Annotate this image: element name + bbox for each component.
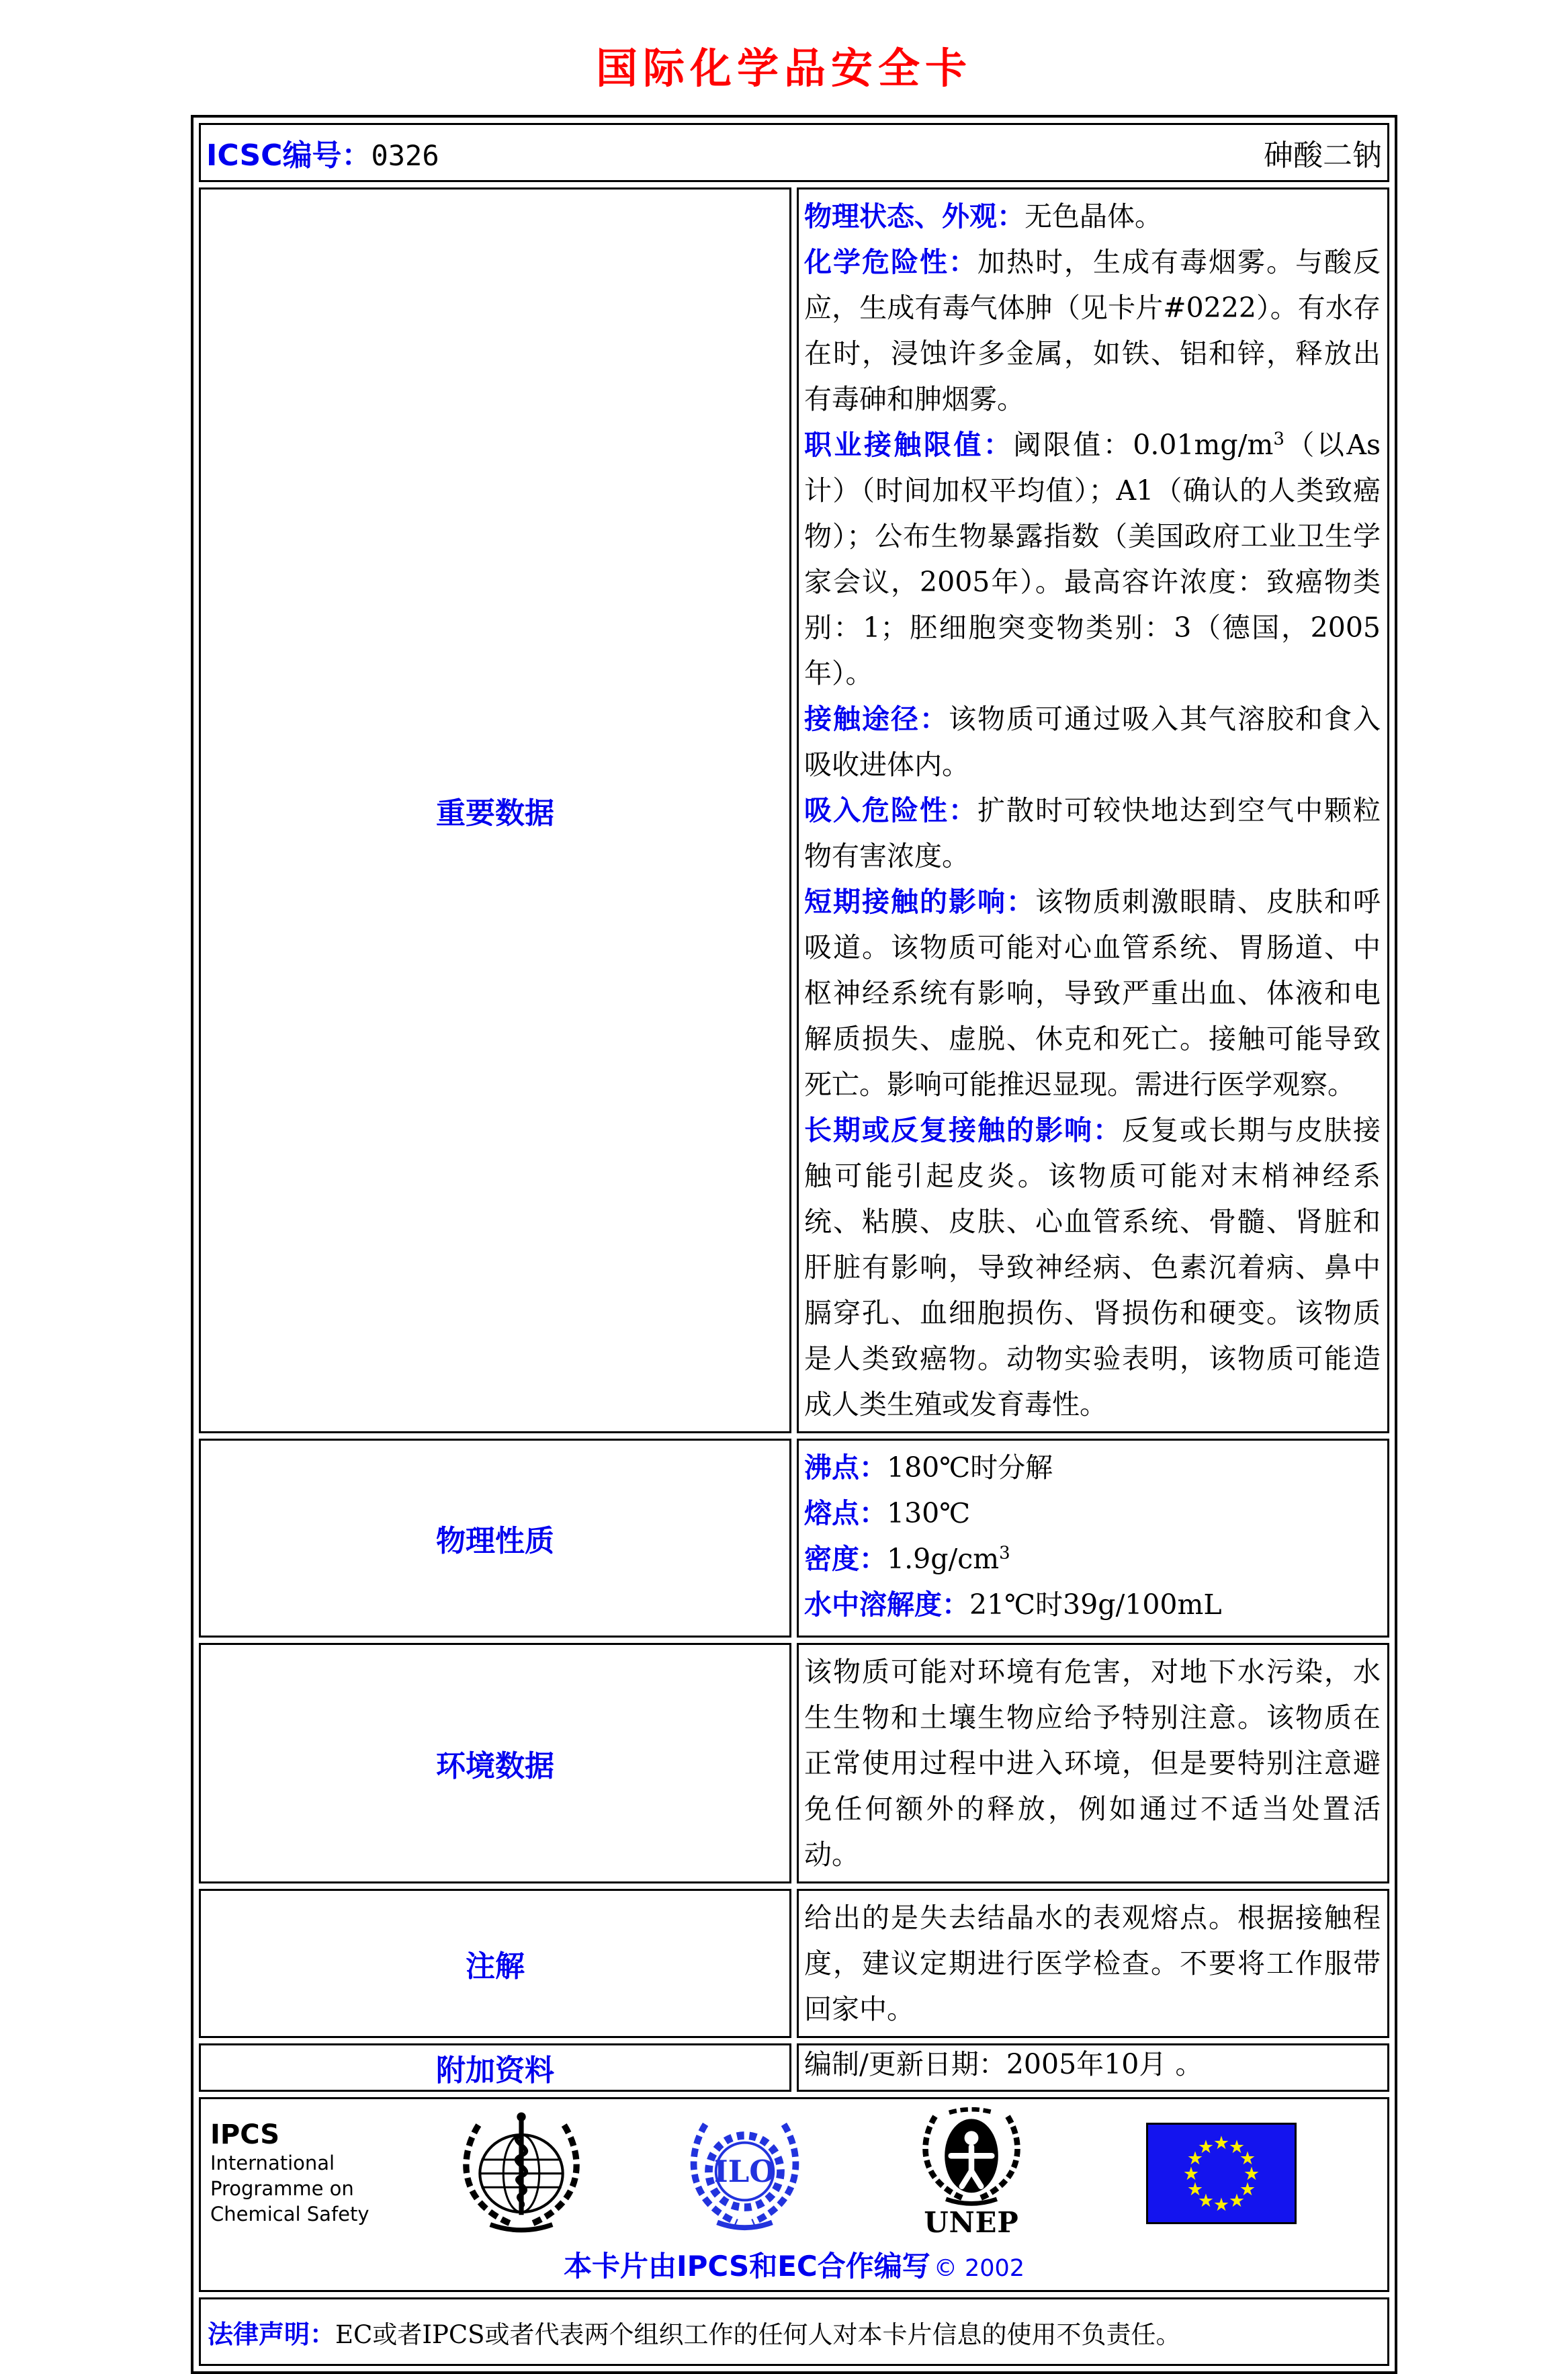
field-label: 职业接触限值： (804, 429, 1014, 461)
field-label: 沸点： (804, 1451, 887, 1484)
section-label-physical-properties: 物理性质 (199, 1439, 791, 1638)
svg-text:★: ★ (1197, 2136, 1215, 2158)
svg-text:★: ★ (1243, 2163, 1260, 2185)
environmental-data-row (199, 1643, 1389, 1883)
credit-line (210, 2244, 1378, 2285)
credit-text: 本卡片由IPCS和EC合作编写 (563, 2250, 930, 2283)
ilo-logo-icon (679, 2111, 810, 2235)
legal-text: EC或者IPCS或者代表两个组织工作的任何人对本卡片信息的使用不负责任。 (335, 2320, 1181, 2349)
notes-row (199, 1889, 1389, 2038)
field-label: 长期或反复接触的影响： (804, 1114, 1122, 1146)
field-text: 130℃ (887, 1497, 971, 1529)
important-data-content (797, 187, 1389, 1433)
svg-text:★: ★ (1197, 2190, 1215, 2211)
header-cell (199, 123, 1389, 182)
page (0, 35, 1568, 2374)
field-text: 阈限值：0.01mg/m (1013, 429, 1274, 461)
svg-text:★: ★ (1228, 2136, 1246, 2158)
additional-info-text: 编制/更新日期：2005年10月 。 (804, 2048, 1203, 2080)
ipcs-block (210, 2119, 384, 2227)
field-label: 密度： (804, 1543, 887, 1575)
ilo-letters: ILO (713, 2154, 776, 2190)
icsc-card-table (191, 115, 1397, 2374)
section-label-additional-info: 附加资料 (199, 2043, 791, 2092)
ipcs-acronym: IPCS (210, 2119, 280, 2150)
physical-property-item (804, 1445, 1381, 1490)
page-title: 国际化学品安全卡 (595, 44, 972, 93)
field-text: 加热时，生成有毒烟雾。与酸反应，生成有毒气体胂（见卡片#0222）。有水存在时，浸蚀许多金属，如铁、铝和锌，释放出有毒砷和胂烟雾。 (804, 246, 1381, 415)
copyright-text: © 2002 (933, 2255, 1025, 2282)
section-label-important-data: 重要数据 (199, 187, 791, 1433)
field-text: 反复或长期与皮肤接触可能引起皮炎。该物质可能对末梢神经系统、粘膜、皮肤、心血管系统、骨髓、肾脏和肝脏有影响，导致神经病、色素沉着病、鼻中膈穿孔、血细胞损伤、肾损伤和硬变。该物质是人类致癌物。动物实验表明，该物质可能造成人类生殖或发育毒性。 (804, 1114, 1381, 1421)
section-label-environmental-data: 环境数据 (199, 1643, 791, 1883)
header-row (199, 123, 1389, 182)
icsc-number-label: ICSC编号： (206, 138, 372, 173)
logos-row (199, 2097, 1389, 2292)
field-text: 扩散时可较快地达到空气中颗粒物有害浓度。 (804, 794, 1381, 872)
svg-text:★: ★ (1186, 2178, 1204, 2200)
svg-text:★: ★ (1186, 2148, 1204, 2169)
environmental-data-content (797, 1643, 1389, 1883)
svg-text:★: ★ (1239, 2148, 1256, 2169)
important-data-item (804, 696, 1381, 788)
legal-label: 法律声明： (208, 2319, 336, 2349)
important-data-item (804, 1107, 1381, 1427)
field-label: 水中溶解度： (804, 1588, 969, 1621)
field-label: 接触途径： (804, 703, 949, 735)
who-logo-icon (451, 2110, 592, 2237)
field-text: 21℃时39g/100mL (969, 1588, 1222, 1621)
svg-text:★: ★ (1239, 2178, 1256, 2200)
chemical-name: 砷酸二钠 (1264, 138, 1382, 173)
physical-property-item (804, 1490, 1381, 1536)
unep-letters: UNEP (924, 2206, 1019, 2239)
notes-content (797, 1889, 1389, 2038)
physical-property-item (804, 1536, 1381, 1582)
field-label: 短期接触的影响： (804, 886, 1035, 918)
field-text: 180℃时分解 (887, 1451, 1053, 1484)
important-data-item (804, 879, 1381, 1107)
important-data-row (199, 187, 1389, 1433)
legal-cell (199, 2297, 1389, 2366)
field-text: 该物质刺激眼睛、皮肤和呼吸道。该物质可能对心血管系统、胃肠道、中枢神经系统有影响，导致严重出血、体液和电解质损失、虚脱、休克和死亡。接触可能导致死亡。影响可能推迟显现。需进行医学观察。 (804, 886, 1381, 1101)
environmental-data-text: 该物质可能对环境有危害，对地下水污染，水生生物和土壤生物应给予特别注意。该物质在正常使用过程中进入环境，但是要特别注意避免任何额外的释放，例如通过不适当处置活动。 (804, 1656, 1381, 1871)
physical-properties-row (199, 1439, 1389, 1638)
icsc-number-group (206, 131, 439, 174)
field-text: 该物质可通过吸入其气溶胶和食入吸收进体内。 (804, 703, 1381, 781)
physical-properties-content (797, 1439, 1389, 1638)
field-text: 1.9g/cm (887, 1543, 1000, 1575)
unep-logo-icon (911, 2105, 1032, 2242)
additional-info-row (199, 2043, 1389, 2092)
field-text: （以As计）（时间加权平均值）；A1（确认的人类致癌物）；公布生物暴露指数（美国政府工业卫生学家会议，2005年）。最高容许浓度：致癌物类别：1；胚细胞突变物类别：3（德国，2005年）。 (804, 429, 1381, 689)
ipcs-line: Chemical Safety (210, 2203, 369, 2225)
important-data-item (804, 239, 1381, 422)
field-label: 化学危险性： (804, 246, 977, 278)
field-label: 吸入危险性： (804, 794, 977, 826)
svg-text:★: ★ (1213, 2132, 1230, 2154)
svg-text:★: ★ (1213, 2194, 1230, 2215)
important-data-item (804, 194, 1381, 239)
field-label: 熔点： (804, 1497, 887, 1529)
svg-text:★: ★ (1182, 2163, 1200, 2185)
logos-cell (199, 2097, 1389, 2292)
important-data-item (804, 422, 1381, 696)
additional-info-content (797, 2043, 1389, 2092)
ipcs-line: Programme on (210, 2177, 354, 2200)
legal-row (199, 2297, 1389, 2366)
ipcs-line: International (210, 2152, 335, 2174)
svg-text:★: ★ (1228, 2190, 1246, 2211)
field-label: 物理状态、外观： (804, 200, 1025, 232)
notes-text: 给出的是失去结晶水的表观熔点。根据接触程度，建议定期进行医学检查。不要将工作服带回家中。 (804, 1902, 1381, 2025)
field-text: 无色晶体。 (1025, 200, 1162, 232)
important-data-item (804, 788, 1381, 879)
icsc-number-value: 0326 (371, 139, 439, 172)
superscript: 3 (999, 1543, 1010, 1564)
physical-property-item (804, 1582, 1381, 1627)
eu-flag-icon (1146, 2123, 1297, 2224)
section-label-notes: 注解 (199, 1889, 791, 2038)
superscript: 3 (1273, 429, 1284, 450)
